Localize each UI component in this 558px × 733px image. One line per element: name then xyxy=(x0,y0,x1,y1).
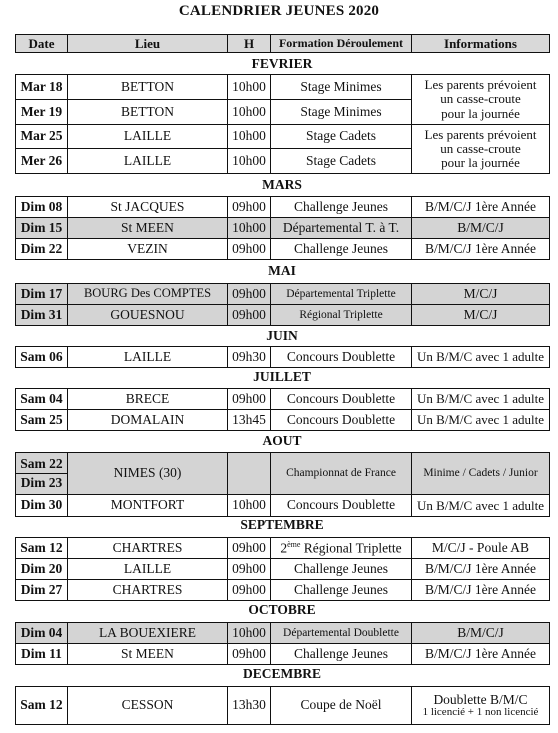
event-date: Sam 04 xyxy=(16,389,68,410)
event-info: B/M/C/J xyxy=(412,218,550,239)
event-date-end: Dim 23 xyxy=(20,475,63,490)
table-row xyxy=(16,453,550,495)
event-date: Dim 17 xyxy=(16,284,68,305)
event-formation: Championnat de France xyxy=(271,453,412,495)
table-row xyxy=(16,410,550,431)
event-formation: Stage Minimes xyxy=(271,75,412,100)
event-formation: Concours Doublette xyxy=(271,495,412,517)
event-location: CHARTRES xyxy=(68,580,228,601)
event-info: B/M/C/J 1ère Année xyxy=(412,239,550,260)
table-row xyxy=(16,347,550,368)
event-formation: Stage Minimes xyxy=(271,100,412,125)
event-info: B/M/C/J 1ère Année xyxy=(412,197,550,218)
event-time: 09h30 xyxy=(228,347,271,368)
event-formation: Régional Triplette xyxy=(271,305,412,326)
event-time: 09h00 xyxy=(228,580,271,601)
month-fevrier: FEVRIER xyxy=(251,56,313,71)
month-table-decembre xyxy=(15,686,550,725)
event-formation: Challenge Jeunes xyxy=(271,239,412,260)
month-aout: AOUT xyxy=(262,433,302,448)
page-title: CALENDRIER JEUNES 2020 xyxy=(178,3,380,19)
event-info: Un B/M/C avec 1 adulte xyxy=(412,347,550,368)
event-info: M/C/J xyxy=(412,305,550,326)
event-formation: Stage Cadets xyxy=(271,149,412,174)
table-row xyxy=(16,580,550,601)
event-time: 09h00 xyxy=(228,389,271,410)
event-location: St JACQUES xyxy=(68,197,228,218)
event-date: Dim 30 xyxy=(16,495,68,517)
table-row xyxy=(16,305,550,326)
table-row xyxy=(16,389,550,410)
event-formation: Coupe de Noël xyxy=(271,687,412,725)
month-septembre: SEPTEMBRE xyxy=(240,517,324,532)
event-date: Sam 06 xyxy=(16,347,68,368)
event-time: 10h00 xyxy=(228,623,271,644)
event-info: M/C/J xyxy=(412,284,550,305)
event-date: Sam 12 xyxy=(16,538,68,559)
table-row xyxy=(16,197,550,218)
table-row xyxy=(16,623,550,644)
table-row xyxy=(16,687,550,725)
event-date-start: Sam 22 xyxy=(16,457,67,474)
month-decembre: DECEMBRE xyxy=(242,666,321,681)
event-date xyxy=(16,453,68,495)
ordinal-number: 2 xyxy=(280,540,288,556)
event-location: LAILLE xyxy=(68,149,228,174)
event-date: Mar 25 xyxy=(16,125,68,149)
event-time: 10h00 xyxy=(228,495,271,517)
event-info: M/C/J - Poule AB xyxy=(412,538,550,559)
event-info: B/M/C/J xyxy=(412,623,550,644)
event-location: CESSON xyxy=(68,687,228,725)
event-formation: Départemental T. à T. xyxy=(271,218,412,239)
event-time: 09h00 xyxy=(228,644,271,665)
event-date: Dim 11 xyxy=(16,644,68,665)
month-table-fevrier xyxy=(15,74,550,174)
month-juin: JUIN xyxy=(266,328,298,343)
table-row xyxy=(16,644,550,665)
info-line: Doublette B/M/C xyxy=(433,691,528,707)
event-location: St MEEN xyxy=(68,218,228,239)
event-date: Dim 27 xyxy=(16,580,68,601)
event-formation: Départemental Triplette xyxy=(271,284,412,305)
event-info xyxy=(412,687,550,725)
event-formation: Challenge Jeunes xyxy=(271,559,412,580)
event-info: Minime / Cadets / Junior xyxy=(412,453,550,495)
event-info: B/M/C/J 1ère Année xyxy=(412,580,550,601)
event-formation: Concours Doublette xyxy=(271,347,412,368)
ordinal-suffix: ème xyxy=(287,539,301,549)
month-table-juillet xyxy=(15,388,550,431)
event-time: 10h00 xyxy=(228,125,271,149)
event-date: Dim 31 xyxy=(16,305,68,326)
table-row xyxy=(16,559,550,580)
event-location: BRECE xyxy=(68,389,228,410)
table-row xyxy=(16,239,550,260)
event-location: BETTON xyxy=(68,75,228,100)
info-line: pour la journée xyxy=(441,155,520,171)
calendar-header xyxy=(15,34,550,53)
event-time: 13h45 xyxy=(228,410,271,431)
month-table-aout xyxy=(15,452,550,517)
header-date: Date xyxy=(16,35,68,53)
info-line: Les parents prévoient xyxy=(424,77,537,93)
info-line: un casse-croute xyxy=(440,91,521,107)
event-location: LAILLE xyxy=(68,347,228,368)
info-line: pour la journée xyxy=(441,105,520,121)
table-row xyxy=(16,218,550,239)
event-location: St MEEN xyxy=(68,644,228,665)
event-formation: Challenge Jeunes xyxy=(271,644,412,665)
event-location: NIMES (30) xyxy=(68,453,228,495)
header-heure: H xyxy=(228,35,271,53)
month-mars: MARS xyxy=(262,177,302,192)
event-formation: Challenge Jeunes xyxy=(271,580,412,601)
event-location: BOURG Des COMPTES xyxy=(68,284,228,305)
event-time: 09h00 xyxy=(228,239,271,260)
event-location: DOMALAIN xyxy=(68,410,228,431)
event-formation: Stage Cadets xyxy=(271,125,412,149)
event-info xyxy=(412,125,550,174)
event-location: CHARTRES xyxy=(68,538,228,559)
event-formation: Départemental Doublette xyxy=(271,623,412,644)
table-row xyxy=(16,284,550,305)
event-date: Mer 19 xyxy=(16,100,68,125)
header-lieu: Lieu xyxy=(68,35,228,53)
event-time: 09h00 xyxy=(228,305,271,326)
event-date: Sam 25 xyxy=(16,410,68,431)
event-formation: Concours Doublette xyxy=(271,410,412,431)
header-informations: Informations xyxy=(412,35,550,53)
event-info: Un B/M/C avec 1 adulte xyxy=(412,495,550,517)
event-location: BETTON xyxy=(68,100,228,125)
event-time xyxy=(228,453,271,495)
event-info: Un B/M/C avec 1 adulte xyxy=(412,410,550,431)
event-location: MONTFORT xyxy=(68,495,228,517)
month-juillet: JUILLET xyxy=(253,369,311,384)
info-line: Les parents prévoient xyxy=(424,126,537,142)
month-octobre: OCTOBRE xyxy=(248,602,316,617)
event-info: B/M/C/J 1ère Année xyxy=(412,559,550,580)
event-time: 09h00 xyxy=(228,284,271,305)
event-formation xyxy=(271,538,412,559)
formation-text: Régional Triplette xyxy=(300,540,402,556)
event-date: Mer 26 xyxy=(16,149,68,174)
event-date: Dim 20 xyxy=(16,559,68,580)
event-time: 10h00 xyxy=(228,218,271,239)
info-line: un casse-croute xyxy=(440,140,521,156)
table-row xyxy=(16,125,550,149)
event-time: 09h00 xyxy=(228,197,271,218)
event-time: 09h00 xyxy=(228,559,271,580)
table-row xyxy=(16,495,550,517)
month-table-mai xyxy=(15,283,550,326)
event-date: Sam 12 xyxy=(16,687,68,725)
event-time: 10h00 xyxy=(228,100,271,125)
event-location: LA BOUEXIERE xyxy=(68,623,228,644)
event-date: Dim 04 xyxy=(16,623,68,644)
event-location: LAILLE xyxy=(68,125,228,149)
event-location: LAILLE xyxy=(68,559,228,580)
event-formation: Concours Doublette xyxy=(271,389,412,410)
event-date: Dim 22 xyxy=(16,239,68,260)
event-info: Un B/M/C avec 1 adulte xyxy=(412,389,550,410)
month-table-mars xyxy=(15,196,550,260)
event-date: Dim 08 xyxy=(16,197,68,218)
event-info xyxy=(412,75,550,125)
month-table-septembre xyxy=(15,537,550,601)
event-date: Dim 15 xyxy=(16,218,68,239)
event-info: B/M/C/J 1ère Année xyxy=(412,644,550,665)
event-time: 10h00 xyxy=(228,149,271,174)
event-time: 13h30 xyxy=(228,687,271,725)
event-location: GOUESNOU xyxy=(68,305,228,326)
event-time: 09h00 xyxy=(228,538,271,559)
month-table-octobre xyxy=(15,622,550,665)
month-mai: MAI xyxy=(268,263,296,278)
table-row xyxy=(16,75,550,100)
event-formation: Challenge Jeunes xyxy=(271,197,412,218)
month-table-juin xyxy=(15,346,550,368)
event-date: Mar 18 xyxy=(16,75,68,100)
event-location: VEZIN xyxy=(68,239,228,260)
table-row xyxy=(16,538,550,559)
header-formation: Formation Déroulement xyxy=(271,35,412,53)
event-time: 10h00 xyxy=(228,75,271,100)
info-line: 1 licencié + 1 non licencié xyxy=(422,705,539,718)
